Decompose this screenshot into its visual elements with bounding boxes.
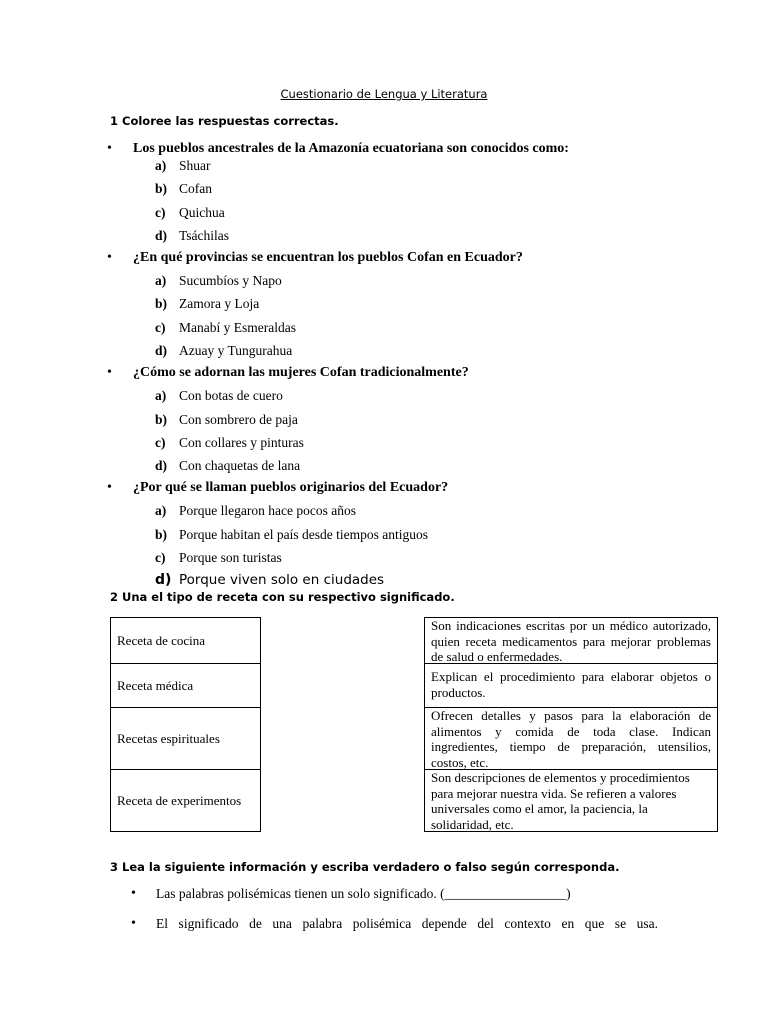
option-letter: d) [155,458,168,473]
question-2: ¿En qué provincias se encuentran los pueblos Cofan en Ecuador? [133,250,523,265]
option-text: Manabí y Esmeraldas [179,320,296,335]
bullet: • [131,916,136,931]
recipe-meaning-cell: Son indicaciones escritas por un médico autorizado, quien receta medicamentos para mejorar problemas de salud o enfermedades. [424,617,718,664]
option-text: Sucumbíos y Napo [179,273,282,288]
option-letter: c) [155,550,166,565]
option-text: Tsáchilas [179,228,230,243]
recipe-type-cell: Receta médica [110,663,261,708]
option-letter: a) [155,388,167,403]
option-text: Con collares y pinturas [179,435,304,450]
option-text: Quichua [179,205,225,220]
option-letter: d) [155,343,168,358]
recipe-type-cell: Receta de experimentos [110,769,261,832]
option-text: Porque viven solo en ciudades [179,572,385,588]
section-3-heading: 3 Lea la siguiente información y escriba verdadero o falso según corresponda. [110,860,620,874]
option-letter: b) [155,296,168,311]
recipe-meaning-cell: Son descripciones de elementos y procedimientos para mejorar nuestra vida. Se refieren a valores universales como el amor, la paciencia, la solidaridad, etc. [424,769,718,832]
recipe-meanings-table [424,617,718,832]
recipe-types-table [110,617,261,832]
option-text: Porque habitan el país desde tiempos antiguos [179,527,428,542]
bullet: • [107,480,112,495]
option-text: Porque llegaron hace pocos años [179,503,356,518]
true-false-item: Las palabras polisémicas tienen un solo significado. (__________________) [156,886,571,901]
option-letter: d) [155,228,168,243]
option-letter: a) [155,158,167,173]
page-title: Cuestionario de Lengua y Literatura [280,87,488,101]
recipe-meaning-cell: Explican el procedimiento para elaborar objetos o productos. [424,663,718,708]
option-text: Con chaquetas de lana [179,458,301,473]
option-text: Azuay y Tungurahua [179,343,293,358]
option-letter: b) [155,412,168,427]
option-letter: b) [155,181,168,196]
question-1: Los pueblos ancestrales de la Amazonía ecuatoriana son conocidos como: [133,141,569,156]
option-letter: c) [155,435,166,450]
true-false-item: El significado de una palabra polisémica depende del contexto en que se usa. [156,916,658,931]
option-letter: b) [155,527,168,542]
recipe-meaning-cell: Ofrecen detalles y pasos para la elaboración de alimentos y comida de toda clase. Indican ingredientes, tiempo de preparación, utensilios, costos, etc. [424,707,718,770]
option-letter: a) [155,273,167,288]
bullet: • [131,886,136,901]
option-text: Con botas de cuero [179,388,283,403]
recipe-type-cell: Receta de cocina [110,617,261,664]
question-3: ¿Cómo se adornan las mujeres Cofan tradicionalmente? [133,365,469,380]
bullet: • [107,250,112,265]
option-letter: d) [155,572,172,588]
question-4: ¿Por qué se llaman pueblos originarios del Ecuador? [133,480,449,495]
option-letter: c) [155,320,166,335]
option-letter: c) [155,205,166,220]
option-text: Cofan [179,181,212,196]
option-text: Porque son turistas [179,550,282,565]
option-letter: a) [155,503,167,518]
recipe-type-cell: Recetas espirituales [110,707,261,770]
section-1-heading: 1 Coloree las respuestas correctas. [110,114,339,128]
bullet: • [107,365,112,380]
option-text: Zamora y Loja [179,296,260,311]
bullet: • [107,141,112,156]
option-text: Con sombrero de paja [179,412,298,427]
section-2-heading: 2 Una el tipo de receta con su respectivo significado. [110,590,455,604]
option-text: Shuar [179,158,211,173]
